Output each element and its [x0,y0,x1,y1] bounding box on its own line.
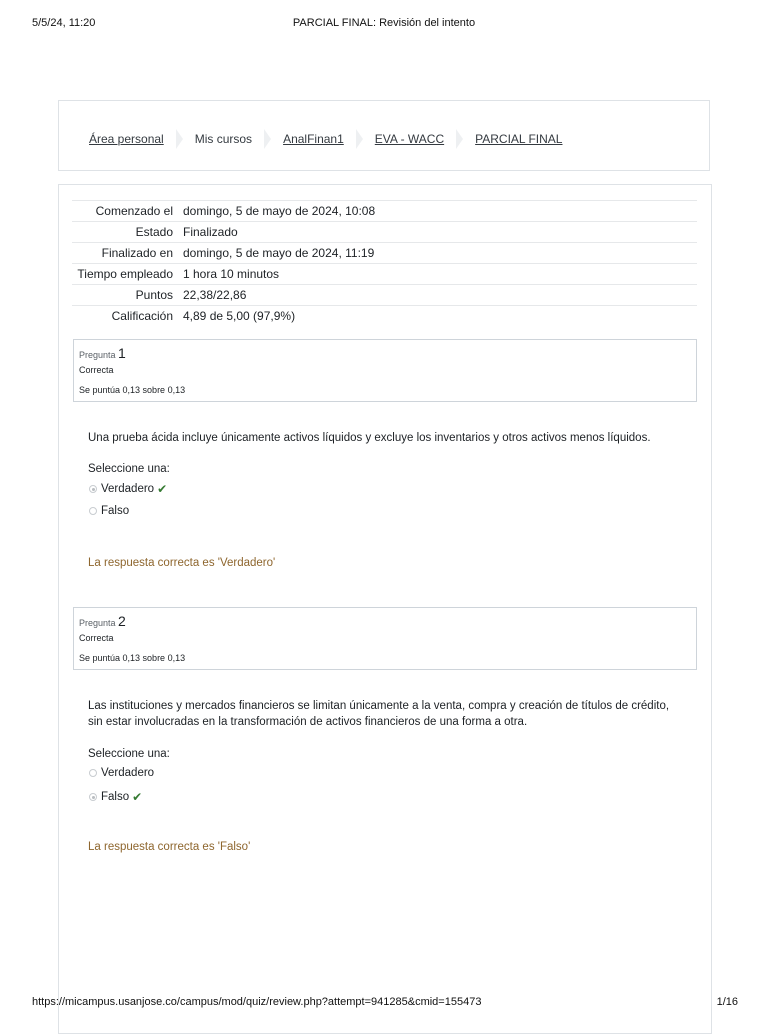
question-1-info [73,339,697,402]
question-grade: Se puntúa 0,13 sobre 0,13 [79,385,186,395]
attempt-summary-table [72,200,697,326]
summary-row [72,306,697,327]
question-1-prompt: Seleccione una: [88,463,170,475]
question-1-option-false[interactable] [89,505,129,517]
summary-row [72,264,697,285]
radio-unselected[interactable] [89,507,97,515]
summary-label: Comenzado el [72,201,179,222]
breadcrumb-link-area-personal[interactable]: Área personal [89,132,164,146]
question-1-option-true[interactable] [89,482,167,496]
breadcrumb-separator [176,129,183,149]
breadcrumb-link-section[interactable]: EVA - WACC [374,132,445,146]
summary-row [72,222,697,243]
breadcrumb-link-course[interactable]: AnalFinan1 [283,132,344,146]
summary-label: Tiempo empleado [72,264,179,285]
summary-label: Calificación [72,306,179,327]
breadcrumb-card [58,100,710,171]
summary-value: domingo, 5 de mayo de 2024, 11:19 [179,243,697,264]
question-1-feedback: La respuesta correcta es 'Verdadero' [88,557,276,569]
print-datetime: 5/5/24, 11:20 [32,17,96,29]
summary-row [72,201,697,222]
question-1-text: Una prueba ácida incluye únicamente activos líquidos y excluye los inventarios y otros activos menos líquidos. [88,432,651,444]
breadcrumb-separator [264,129,271,149]
question-2-info [73,607,697,670]
summary-value: Finalizado [179,222,697,243]
radio-unselected[interactable] [89,769,97,777]
summary-label: Finalizado en [72,243,179,264]
summary-label: Puntos [72,285,179,306]
radio-selected[interactable] [89,485,97,493]
breadcrumb [89,129,562,149]
question-number: Pregunta 1 [79,345,126,361]
question-state: Correcta [79,633,114,643]
summary-label: Estado [72,222,179,243]
summary-value: domingo, 5 de mayo de 2024, 10:08 [179,201,697,222]
breadcrumb-separator [356,129,363,149]
option-label: Falso [101,791,130,803]
summary-value: 1 hora 10 minutos [179,264,697,285]
question-2-text: Las instituciones y mercados financieros se limitan únicamente a la venta, compra y creación de títulos de crédito, sin estar involucradas en la transformación de activos financieros de una forma a otra. [88,700,670,728]
breadcrumb-item-mis-cursos: Mis cursos [194,132,253,146]
option-label: Verdadero [101,483,155,495]
check-icon: ✔ [157,482,168,496]
summary-row [72,243,697,264]
summary-value: 4,89 de 5,00 (97,9%) [179,306,697,327]
summary-row [72,285,697,306]
question-state: Correcta [79,365,114,375]
radio-selected[interactable] [89,793,97,801]
summary-value: 22,38/22,86 [179,285,697,306]
quiz-review-card [58,184,712,1034]
breadcrumb-separator [456,129,463,149]
question-number: Pregunta 2 [79,613,126,629]
question-2-prompt: Seleccione una: [88,748,170,760]
print-url: https://micampus.usanjose.co/campus/mod/quiz/review.php?attempt=941285&cmid=155473 [32,996,482,1008]
print-page-number: 1/16 [716,996,738,1008]
question-2-option-true[interactable] [89,767,154,779]
question-grade: Se puntúa 0,13 sobre 0,13 [79,653,186,663]
breadcrumb-link-quiz[interactable]: PARCIAL FINAL [475,132,563,146]
check-icon: ✔ [132,790,143,804]
question-2-feedback: La respuesta correcta es 'Falso' [88,841,251,853]
print-page-title: PARCIAL FINAL: Revisión del intento [292,17,476,29]
question-2-option-false[interactable] [89,790,142,804]
option-label: Falso [101,505,130,517]
option-label: Verdadero [101,767,155,779]
